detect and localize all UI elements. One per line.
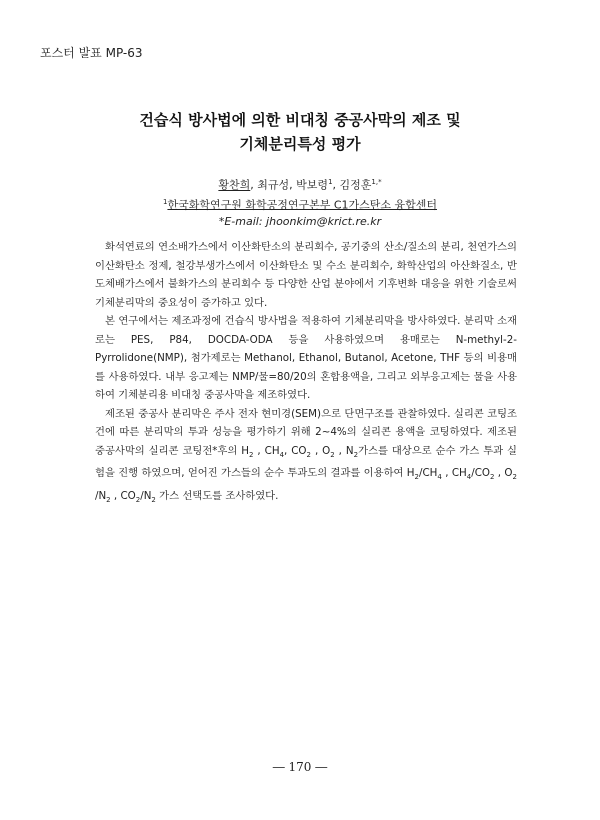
paragraph-1: 화석연료의 연소배가스에서 이산화탄소의 분리회수, 공기중의 산소/질소의 분리, 천연가스의 이산화탄소 정제, 철강부생가스에서 이산화탄소 및 수소 분리회수, 화학산업의 아산화질소, 반도체배가스에서 불화가스의 분리회수 등 다양한 산업 분야에서 기후변화 대응을 위한 기술로써 기체분리막의 중요성이 증가하고 있다. [95,241,517,309]
affiliation: $^1$한국화학연구원 화학공정연구본부 C1가스탄소 융합센터 [162,197,438,212]
abstract-body [95,238,517,509]
page-number: ― 170 ― [272,760,328,774]
author-block [0,174,600,230]
paragraph-3: 제조된 중공사 분리막은 주사 전자 현미경(SEM)으로 단면구조를 관찰하였다. 실리콘 코팅조건에 따른 분리막의 투과 성능을 평가하기 위해 2~4%의 실리콘 용액을 코팅하였다. 제조된 중공사막의 실리콘 코팅전*후의 $H_2$ , $CH_4$, $CO_2$ , $O_2$ , $N_2$가스를 대상으로 순수 가스 투과 실험을 진행 하였으며, 얻어진 가스들의 순수 투과도의 결과를 이용하여 $H_2/CH_4$ , $CH_4/CO_2$ , $O_2$ $/N_2$ , $CO_2/N_2$ 가스 선택도를 조사하였다. [95,407,517,504]
paragraph-2: 본 연구에서는 제조과정에 건습식 방사법을 적용하여 기체분리막을 방사하였다. 분리막 소재로는 PES, P84, DOCDA-ODA 등을 사용하였으며 용매로는 N-methyl-2-Pyrrolidone(NMP), 첨가제로는 Methanol, Ethanol, Butanol, Acetone, THF 등의 비용매를 사용하였다. 내부 응고제는 NMP/물=80/20의 혼합용액을, 그리고 외부응고제는 물을 사용하여 기체분리용 비대칭 중공사막을 제조하였다. [95,315,517,401]
author-4: 김정훈 [339,178,372,192]
poster-label: 포스터 발표 MP-63 [40,46,143,60]
corresponding-email: *E-mail: jhoonkim@krict.re.kr [218,215,382,229]
author-3: 박보령 [296,178,329,192]
title-line-2: 기체분리특성 평가 [239,135,361,153]
paper-title [0,108,600,156]
title-line-1: 건습식 방사법에 의한 비대칭 중공사막의 제조 및 [139,111,461,129]
author-1: 황찬희 [218,178,251,192]
author-list: 황찬희, 최규성, 박보령$^1$, 김정훈$^{1,*}$ [218,178,382,192]
author-2: 최규성 [257,178,290,192]
